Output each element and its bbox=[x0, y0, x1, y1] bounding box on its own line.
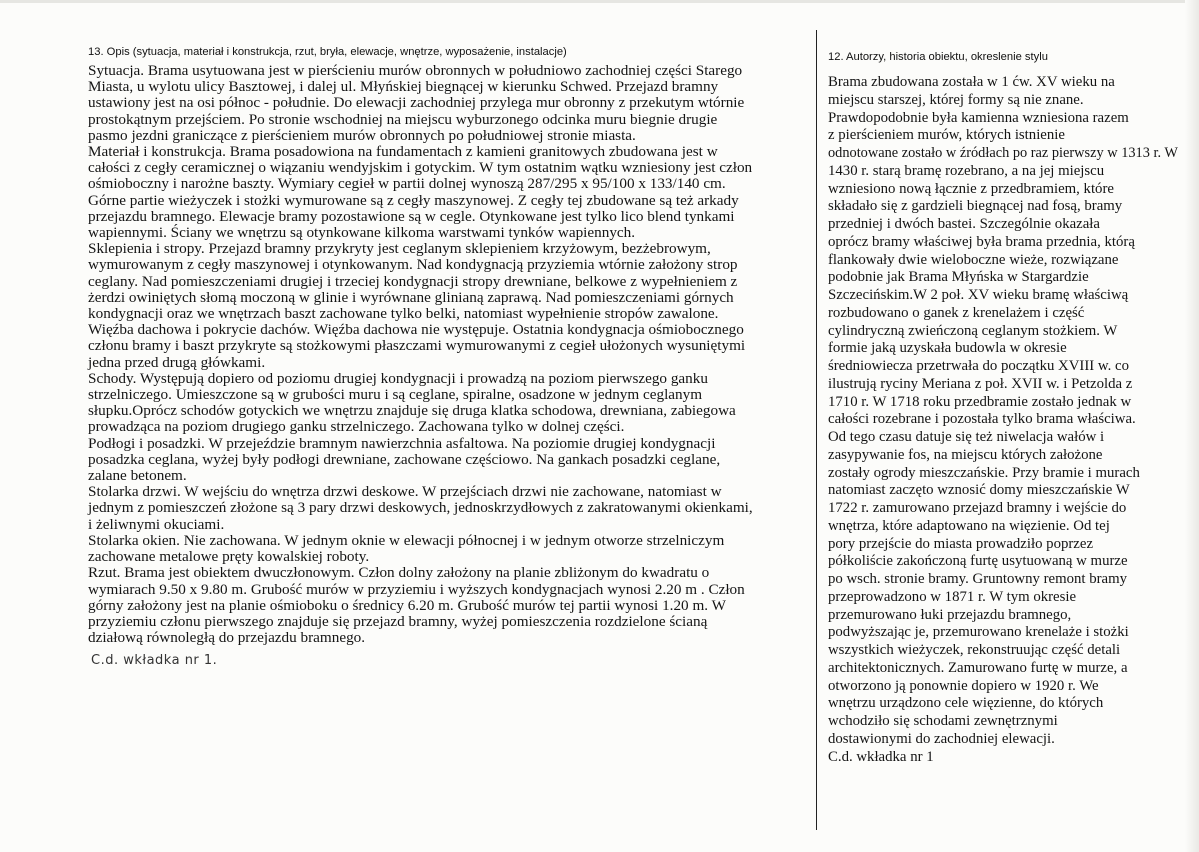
text-line: prowadząca na poziom drugiego ganku strzelniczego. Zachowana tylko w dolnej części. bbox=[88, 418, 625, 436]
text-line: po wsch. stronie bramy. Gruntowny remont bramy bbox=[828, 571, 1128, 587]
text-line: prostokątnym przejściem. Po stronie wschodniej na miejscu wyburzonego odcinka muru biegnie drugie bbox=[88, 110, 718, 128]
text-line: przeprowadzono w 1871 r. W tym okresie bbox=[828, 588, 1077, 605]
text-line: przemurowano łuki przejazdu bramnego, bbox=[828, 606, 1072, 623]
text-line: z pierścieniem murów, których istnienie bbox=[828, 127, 1065, 144]
text-line: zostały ogrody mieszczańskie. Przy bramie i murach bbox=[828, 464, 1140, 481]
text-line: ośmioboczny i narożne baszty. Wymiary cegieł w partii dolnej wynoszą 287/295 x 95/100 x 133/140 cm. bbox=[88, 175, 726, 193]
text-line: Materiał i konstrukcja. Brama posadowiona na fundamentach z kamieni granitowych zbudowana jest w bbox=[88, 143, 718, 161]
text-line: dostawionymi do zachodniej elewacji. bbox=[828, 730, 1055, 747]
text-line: formie jaką uzyskała budowla w okresie bbox=[828, 340, 1067, 357]
text-line: Górne partie wieżyczek i stożki wymurowane są z cegły maszynowej. Z cegły tej zbudowane są też arkady bbox=[88, 191, 739, 209]
text-line: wzniesiono nową łącznie z przedbramiem, które bbox=[828, 180, 1114, 197]
text-line: słupku.Oprócz schodów gotyckich we wnętrzu znajduje się druga klatka schodowa, drewniana, zabiegowa bbox=[88, 402, 736, 420]
text-line: górny założony jest na planie ośmioboku o średnicy 6.20 m. Grubość murów tej partii wynosi 1.20 m. W bbox=[88, 596, 726, 614]
section-13-description bbox=[88, 45, 810, 668]
section-12-heading: 12. Autorzy, historia obiektu, okreslenie stylu bbox=[828, 51, 1048, 63]
text-line: członu bramy i baszt przykryte są stożkowymi płaszczami wymurowanymi z cegieł ułożonych wysuniętymi bbox=[88, 337, 746, 355]
text-line: jednym z pomieszczeń złożone są 3 pary drzwi deskowych, jednoskrzydłowych z zakratowanymi okienkami, bbox=[88, 499, 753, 517]
text-line: odnotowane zostało w źródłach po raz pierwszy w 1313 r. W bbox=[828, 145, 1178, 161]
text-line: ustawiony jest na osi północ - południe. Do elewacji zachodniej przylega mur obronny z przekutym wtórnie bbox=[88, 94, 745, 112]
text-line: podobnie jak Brama Młyńska w Stargardzie bbox=[828, 269, 1089, 286]
text-line: wapiennymi. Ściany we wnętrzu są otynkowane kilkoma warstwami tynków wapiennych. bbox=[88, 224, 636, 242]
text-line: zasypywanie fos, na miejscu których założone bbox=[828, 446, 1103, 463]
text-line: wnętrzu urządzono cele więzienne, do których bbox=[828, 695, 1104, 712]
column-divider bbox=[816, 30, 817, 830]
text-line: Sklepienia i stropy. Przejazd bramny przykryty jest ceglanym sklepieniem krzyżowym, bezżebrowym, bbox=[88, 240, 711, 258]
text-line: Schody. Występują dopiero od poziomu drugiej kondygnacji i prowadzą na poziom pierwszego ganku bbox=[88, 369, 708, 387]
text-line: otworzono ją ponownie dopiero w 1920 r. We bbox=[828, 677, 1099, 694]
text-line: wnętrza, które adaptowano na więzienie. Od tej bbox=[828, 517, 1110, 534]
text-line: Prawdopodobnie była kamienna wzniesiona razem bbox=[828, 109, 1129, 126]
text-line: przedniej i dwóch bastei. Szczególnie okazała bbox=[828, 216, 1100, 232]
text-line: Podłogi i posadzki. W przejeździe bramnym nawierzchnia asfaltowa. Na poziomie drugiej kondygnacji bbox=[88, 434, 716, 452]
text-line: jedna przed drugą główkami. bbox=[88, 353, 266, 371]
text-line: cylindryczną zwieńczoną ceglanym stożkiem. W bbox=[828, 322, 1118, 339]
section-12-body bbox=[828, 74, 1178, 766]
text-line: Stolarka drzwi. W wejściu do wnętrza drzwi deskowe. W przejściach drzwi nie zachowane, natomiast w bbox=[88, 483, 722, 501]
text-line: rozbudowano o ganek z krenelażem i część bbox=[828, 304, 1085, 321]
text-line: wchodziło się schodami zewnętrznymi bbox=[828, 713, 1058, 729]
text-line: zachowane metalowe pręty kowalskiej roboty. bbox=[88, 548, 370, 566]
text-line: Sytuacja. Brama usytuowana jest w pierścieniu murów obronnych w południowo zachodniej części Starego bbox=[88, 62, 743, 79]
text-line: przejazdu bramnego. Elewacje bramy pozostawione są w cegle. Otynkowane jest tylko lico blend tynkami bbox=[88, 207, 735, 225]
text-line: strzelniczego. Umieszczone są w grubości muru i są ceglane, spiralne, osadzone w jednym ceglanym bbox=[88, 386, 703, 404]
text-line: składało się z gardzieli biegnącej nad fosą, bramy bbox=[828, 198, 1123, 215]
text-line: ilustrują ryciny Meriana z poł. XVII w. i Petzolda z bbox=[828, 375, 1133, 392]
text-line: półkoliście zakończoną furtę usytuowaną w murze bbox=[828, 553, 1128, 570]
text-line: Stolarka okien. Nie zachowana. W jednym oknie w elewacji północnej i w jednym otworze strzelniczym bbox=[88, 531, 725, 549]
text-line: C.d. wkładka nr 1 bbox=[828, 748, 934, 765]
text-line: architektonicznych. Zamurowano furtę w murze, a bbox=[828, 659, 1128, 676]
text-line: wszystkich wieżyczek, rekonstruując część detali bbox=[828, 642, 1121, 658]
text-line: wymurowanym z cegły maszynowej i otynkowanym. Nad kondygnacją przyziemia wtórnie założony strop bbox=[88, 256, 738, 274]
section-12-history bbox=[828, 50, 1178, 766]
text-line: Rzut. Brama jest obiektem dwuczłonowym. Człon dolny założony na planie zbliżonym do kwadratu o bbox=[88, 564, 710, 582]
text-line: pasmo jezdni graniczące z pierścieniem murów obronnych po południowej stronie miasta. bbox=[88, 126, 636, 144]
handwritten-continuation-note: C.d. wkładka nr 1. bbox=[91, 653, 218, 669]
text-line: pory przejście do miasta prowadziło poprzez bbox=[828, 535, 1094, 552]
text-line: całości rozebrane i pozostała tylko brama właściwa. bbox=[828, 411, 1136, 428]
text-line: średniowiecza przetrwała do początku XVIII w. co bbox=[828, 358, 1130, 374]
text-line: Szczecińskim.W 2 poł. XV wieku bramę właściwą bbox=[828, 287, 1129, 303]
text-line: 1722 r. zamurowano przejazd bramny i wejście do bbox=[828, 500, 1127, 516]
text-line: posadzka ceglana, wyżej były podłogi drewniane, zachowane częściowo. Na gankach posadzki ceglane, bbox=[88, 450, 721, 468]
text-line: wymiarach 9.50 x 9.80 m. Grubość murów w przyziemiu i wyższych kondygnacjach wynosi 2.20 m . Człon bbox=[88, 580, 745, 598]
text-line: Miasta, u wylotu ulicy Basztowej, i dalej ul. Młyńskiej biegnącej w kierunku Schwed. Przejazd bramny bbox=[88, 78, 719, 96]
page-top-edge bbox=[0, 0, 1199, 3]
text-line: przyziemiu członu pierwszego znajduje się przejazd bramny, wyżej pomieszczenia rozdzielone ścianą bbox=[88, 612, 708, 630]
page-edge-shadow bbox=[1185, 0, 1199, 852]
text-line: miejscu starszej, której formy są nie znane. bbox=[828, 91, 1084, 108]
section-13-body bbox=[88, 63, 810, 646]
text-line: oprócz bramy właściwej była brama przednia, którą bbox=[828, 233, 1135, 250]
text-line: zalane betonem. bbox=[88, 467, 187, 485]
section-13-heading: 13. Opis (sytuacja, materiał i konstrukcja, rzut, bryła, elewacje, wnętrze, wyposażenie, instalacje) bbox=[88, 46, 567, 58]
text-line: kondygnacji oraz we wnętrzach baszt zachowane tylko belki, natomiast wypełnienie stropów zawalone. bbox=[88, 305, 719, 323]
text-line: flankowały dwie wieloboczne wieże, rozwiązane bbox=[828, 251, 1119, 268]
text-line: 1710 r. W 1718 roku przedbramie zostało jednak w bbox=[828, 393, 1132, 410]
text-line: podwyższając je, przemurowano krenelaże i stożki bbox=[828, 624, 1129, 641]
text-line: Więźba dachowa i pokrycie dachów. Więźba dachowa nie występuje. Ostatnia kondygnacja ośmiobocznego bbox=[88, 321, 744, 339]
text-line: Od tego czasu datuje się też niwelacja wałów i bbox=[828, 429, 1105, 445]
text-line: 1430 r. starą bramę rozebrano, a na jej miejscu bbox=[828, 162, 1105, 179]
text-line: Brama zbudowana została w 1 ćw. XV wieku na bbox=[828, 74, 1115, 90]
text-line: działową równoległą do przejazdu bramnego. bbox=[88, 629, 366, 647]
text-line: żerdzi owiniętych słomą moczoną w glinie i wyrównane glinianą zaprawą. Nad pomieszczeniami górnych bbox=[88, 288, 734, 306]
text-line: i żeliwnymi okuciami. bbox=[88, 515, 225, 533]
text-line: natomiast zaczęto wznosić domy mieszczańskie W bbox=[828, 482, 1130, 499]
text-line: ceglany. Nad pomieszczeniami drugiej i trzeciej kondygnacji stropy drewniane, belkowe z wypełnieniem z bbox=[88, 272, 738, 290]
text-line: całości z cegły ceramicznej o wiązaniu wendyjskim i gotyckim. W tym ostatnim wątku wzniesiony jest człon bbox=[88, 159, 753, 177]
